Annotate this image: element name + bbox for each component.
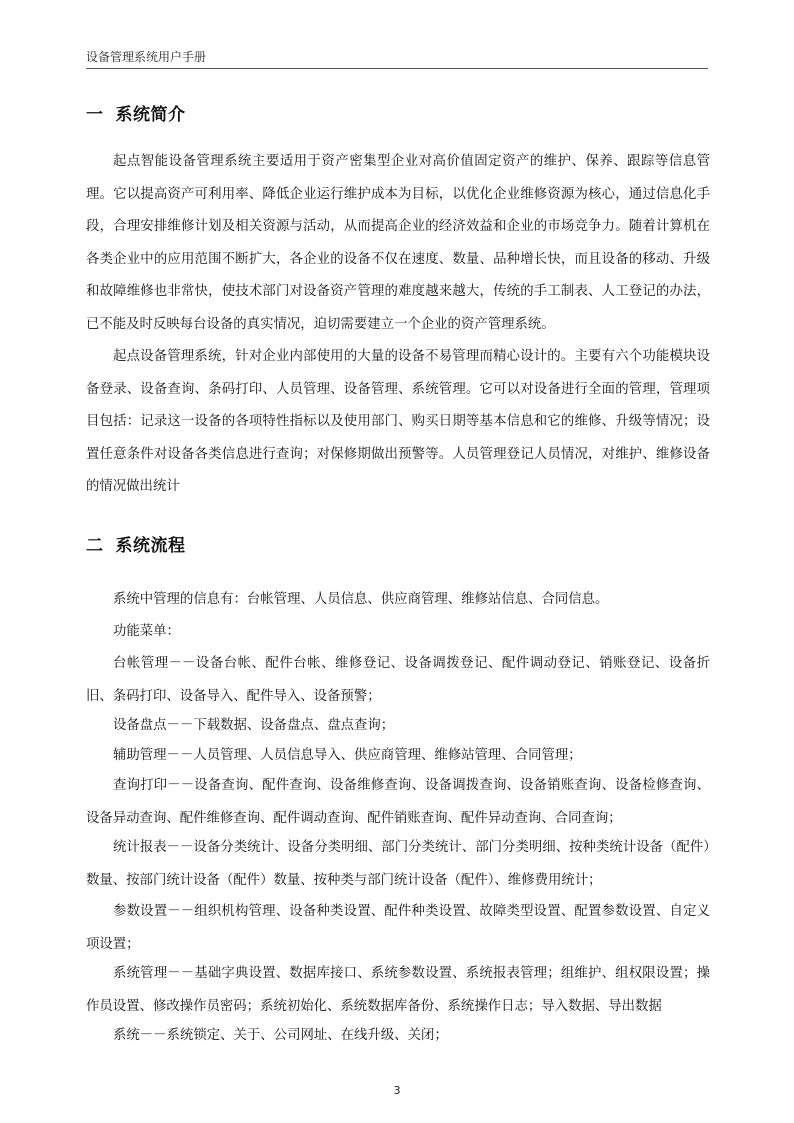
header-rule <box>86 68 708 69</box>
section-2-number: 二 <box>86 536 104 556</box>
section-1-title: 系统简介 <box>115 105 186 125</box>
menu-system-management: 系统管理－－基础字典设置、数据库接口、系统参数设置、系统报表管理；组维护、组权限设置；操作员设置、修改操作员密码；系统初始化、系统数据库备份、系统操作日志；导入数据、导出数据 <box>86 966 710 1014</box>
section-1-paragraph-1: 起点智能设备管理系统主要适用于资产密集型企业对高价值固定资产的维护、保养、跟踪等信息管理。它以提高资产可利用率、降低企业运行维护成本为目标，以优化企业维修资源为核心，通过信息化手段，合理安排维修计划及相关资源与活动，从而提高企业的经济效益和企业的市场竞争力。随着计算机在各类企业中的应用范围不断扩大，各企业的设备不仅在速度、数量、品种增长快，而且设备的移动、升级和故障维修也非常快，使技术部门对设备资产管理的难度越来越大，传统的手工制表、人工登记的办法，已不能及时反映每台设备的真实情况，迫切需要建立一个企业的资产管理系统。 <box>86 154 710 332</box>
info-managed-line: 系统中管理的信息有：台帐管理、人员信息、供应商管理、维修站信息、合同信息。 <box>113 592 609 607</box>
menu-statistics-report: 统计报表－－设备分类统计、设备分类明细、部门分类统计、部门分类明细、按种类统计设备（配件）数量、按部门统计设备（配件）数量、按种类与部门统计设备（配件）、维修费用统计； <box>86 840 710 888</box>
menu-inventory-check: 设备盘点－－下载数据、设备盘点、盘点查询； <box>113 718 395 733</box>
section-2-title: 系统流程 <box>115 536 186 556</box>
section-1-heading <box>86 100 186 125</box>
page-number: 3 <box>393 1084 401 1097</box>
menu-auxiliary-management: 辅助管理－－人员管理、人员信息导入、供应商管理、维修站管理、合同管理； <box>113 748 582 763</box>
menu-ledger-management: 台帐管理－－设备台帐、配件台帐、维修登记、设备调拨登记、配件调动登记、销账登记、设备折旧、条码打印、设备导入、配件导入、设备预警； <box>86 656 710 704</box>
menu-query-print: 查询打印－－设备查询、配件查询、设备维修查询、设备调拨查询、设备销账查询、设备检修查询、设备异动查询、配件维修查询、配件调动查询、配件销账查询、配件异动查询、合同查询； <box>86 778 710 826</box>
section-1-paragraph-2: 起点设备管理系统，针对企业内部使用的大量的设备不易管理而精心设计的。主要有六个功能模块设备登录、设备查询、条码打印、人员管理、设备管理、系统管理。它可以对设备进行全面的管理，管理项目包括：记录这一设备的各项特性指标以及使用部门、购买日期等基本信息和它的维修、升级等情况；设置任意条件对设备各类信息进行查询；对保修期做出预警等。人员管理登记人员情况，对维护、维修设备的情况做出统计 <box>86 349 710 494</box>
menu-system: 系统－－系统锁定、关于、公司网址、在线升级、关闭； <box>113 1028 448 1043</box>
section-2-heading <box>86 531 186 556</box>
menu-parameter-settings: 参数设置－－组织机构管理、设备种类设置、配件种类设置、故障类型设置、配置参数设置、自定义项设置； <box>86 904 710 952</box>
section-1-number: 一 <box>86 105 104 125</box>
function-menu-label: 功能菜单： <box>113 624 180 639</box>
running-header: 设备管理系统用户手册 <box>86 50 207 64</box>
